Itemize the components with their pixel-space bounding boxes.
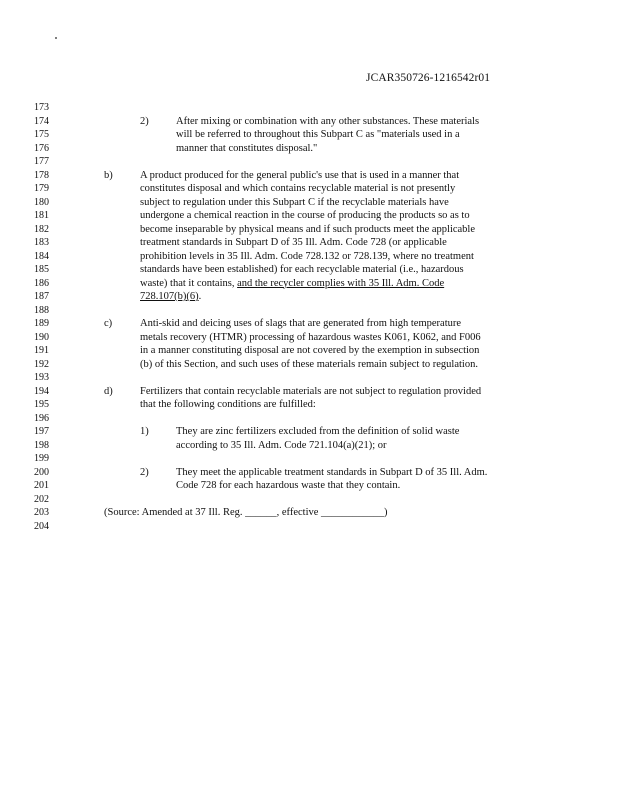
line-text: undergone a chemical reaction in the course of producing the products so as to	[140, 210, 470, 221]
line-number: 189	[34, 318, 49, 329]
line-number: 199	[34, 453, 49, 464]
line-number: 190	[34, 331, 49, 343]
line-number: 180	[34, 196, 49, 208]
scan-speck	[55, 37, 57, 39]
line-number: 203	[34, 507, 49, 518]
subsection-label: 2)	[140, 115, 149, 127]
line-text-plain: waste) that it contains,	[140, 277, 238, 289]
text-line	[0, 358, 619, 372]
text-line	[0, 412, 619, 426]
line-text: become inseparable by physical means and if such products meet the applicable	[140, 223, 476, 235]
text-line	[0, 169, 619, 183]
text-line	[0, 344, 619, 358]
text-line	[0, 371, 619, 385]
line-text: in a manner constituting disposal are not covered by the exemption in subsection	[140, 345, 480, 356]
text-line	[0, 142, 619, 156]
line-text: that the following conditions are fulfilled:	[140, 399, 316, 410]
line-number: 179	[34, 183, 49, 194]
text-line	[0, 128, 619, 142]
line-text: They meet the applicable treatment standards in Subpart D of 35 Ill. Adm.	[176, 466, 488, 478]
line-number: 177	[34, 156, 49, 167]
text-line	[0, 506, 619, 520]
subsection-label: 1)	[140, 426, 149, 437]
text-line	[0, 493, 619, 507]
text-line	[0, 466, 619, 480]
line-number: 198	[34, 439, 49, 451]
line-number: 196	[34, 412, 49, 424]
line-number: 186	[34, 277, 49, 289]
line-text: manner that constitutes disposal."	[176, 142, 318, 154]
line-number: 194	[34, 385, 49, 397]
document-id: JCAR350726-1216542r01	[366, 72, 491, 84]
line-text: A product produced for the general public's use that is used in a manner that	[140, 169, 460, 181]
text-line	[0, 520, 619, 534]
line-number: 176	[34, 142, 49, 154]
line-text-plain: .	[198, 291, 202, 302]
line-number: 200	[34, 466, 49, 478]
text-line	[0, 223, 619, 237]
line-number: 192	[34, 358, 49, 370]
line-text: subject to regulation under this Subpart C if the recyclable materials have	[140, 196, 449, 208]
text-line	[0, 236, 619, 250]
text-line	[0, 115, 619, 129]
line-number: 193	[34, 372, 49, 383]
text-line	[0, 331, 619, 345]
text-line	[0, 425, 619, 439]
line-text: standards have been established) for each recyclable material (i.e., hazardous	[140, 264, 464, 275]
text-line	[0, 439, 619, 453]
text-line	[0, 196, 619, 210]
line-number: 202	[34, 493, 49, 505]
text-line	[0, 263, 619, 277]
line-number: 201	[34, 480, 49, 491]
document-body	[0, 101, 619, 533]
text-line	[0, 398, 619, 412]
text-line	[0, 250, 619, 264]
text-line	[0, 304, 619, 318]
text-line	[0, 155, 619, 169]
line-text: After mixing or combination with any other substances. These materials	[176, 115, 480, 127]
line-number: 174	[34, 115, 49, 127]
line-number: 187	[34, 291, 49, 302]
line-text: treatment standards in Subpart D of 35 Ill. Adm. Code 728 (or applicable	[140, 237, 447, 248]
line-number: 188	[34, 304, 49, 316]
text-line	[0, 385, 619, 399]
line-number: 195	[34, 399, 49, 410]
line-text: prohibition levels in 35 Ill. Adm. Code 728.132 or 728.139, where no treatment	[140, 250, 474, 262]
text-line	[0, 101, 619, 115]
subsection-label: d)	[104, 385, 113, 397]
line-text: Fertilizers that contain recyclable materials are not subject to regulation provided	[140, 385, 482, 397]
line-number: 181	[34, 210, 49, 221]
line-text: Anti-skid and deicing uses of slags that are generated from high temperature	[140, 318, 462, 329]
line-text: constitutes disposal and which contains recyclable material is not presently	[140, 183, 456, 194]
line-number: 173	[34, 102, 49, 113]
line-text: will be referred to throughout this Subpart C as "materials used in a	[176, 129, 460, 140]
amended-text: 728.107(b)(6)	[140, 291, 199, 302]
amended-text: and the recycler complies with 35 Ill. Adm. Code	[237, 277, 445, 289]
line-text	[140, 290, 201, 304]
text-line	[0, 182, 619, 196]
line-text	[140, 277, 444, 291]
line-text: metals recovery (HTMR) processing of hazardous wastes K061, K062, and F006	[140, 331, 481, 343]
line-number: 183	[34, 237, 49, 248]
line-number: 191	[34, 345, 49, 356]
text-line	[0, 209, 619, 223]
text-line	[0, 452, 619, 466]
text-line	[0, 290, 619, 304]
line-text: Code 728 for each hazardous waste that they contain.	[176, 480, 401, 491]
line-text: (b) of this Section, and such uses of these materials remain subject to regulation.	[140, 358, 478, 370]
line-text: They are zinc fertilizers excluded from the definition of solid waste	[176, 426, 460, 437]
line-number: 178	[34, 169, 49, 181]
text-line	[0, 479, 619, 493]
subsection-label: c)	[104, 318, 113, 329]
line-number: 197	[34, 426, 49, 437]
text-line	[0, 317, 619, 331]
line-number: 182	[34, 223, 49, 235]
line-number: 204	[34, 520, 49, 532]
subsection-label: b)	[104, 169, 113, 181]
line-number: 175	[34, 129, 49, 140]
line-number: 184	[34, 250, 49, 262]
line-number: 185	[34, 264, 49, 275]
source-note: (Source: Amended at 37 Ill. Reg. ______, effective ____________)	[104, 507, 388, 518]
line-text: according to 35 Ill. Adm. Code 721.104(a)(21); or	[176, 439, 387, 451]
subsection-label: 2)	[140, 466, 149, 478]
text-line	[0, 277, 619, 291]
